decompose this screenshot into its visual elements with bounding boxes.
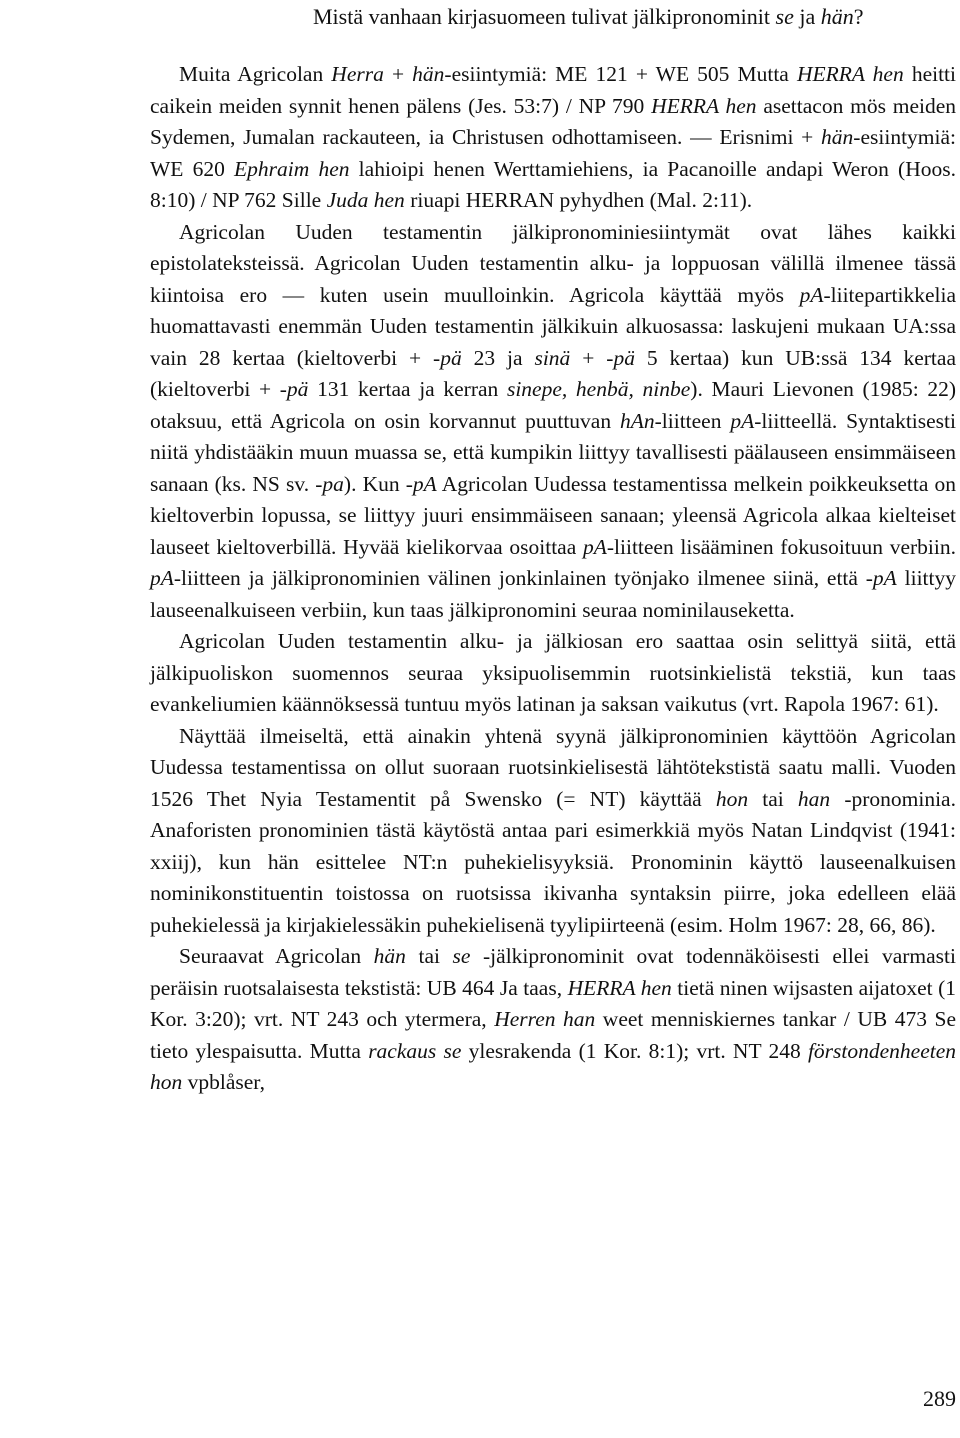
text-run: -pronominia. Anaforisten pronominien tästä käytöstä antaa pari esimerkkiä myös Natan Lindqvist (1941: xxiij), kun hän esittelee NT:n puhekielisyyksiä. Pronominin käyttö lauseenalkuisen nominikonstituentin toistossa on ruotsissa ikivanha syntaksin piirre, joka edelleen elää puhekielessä ja kirjakielessäkin puhekielisenä tyylipiirteenä (esim. Holm 1967: 28, 66, 86). bbox=[150, 786, 956, 937]
page-number: 289 bbox=[923, 1386, 956, 1411]
header-italic-2: hän bbox=[820, 4, 854, 29]
text-run: -liitteen lisääminen fokusoituun verbiin. bbox=[606, 534, 957, 559]
text-run: liittyy lauseenalkuiseen verbiin, kun taas jälkipronomini seuraa nominilauseketta. bbox=[150, 566, 956, 622]
text-run: Agricolan Uuden testamentin jälkipronominiesiintymät ovat lähes kaikki epistolateksteissä. Agricolan Uuden testamentin alku- ja loppuosan välillä ilmenee tässä kiintoisa ero — kuten usein muulloinkin. Agricola käyttää myös bbox=[150, 219, 956, 307]
paragraph bbox=[150, 59, 956, 217]
italic-run: -pA bbox=[865, 566, 897, 590]
text-run: Agricolan Uudessa testamentissa melkein poikkeuksetta on kieltoverbin lopussa, se liittyy juuri ensimmäiseen sanaan; yleensä Agricola alkaa kielteiset lauseet kieltoverbillä. Hyvää kielikorvaa osoittaa bbox=[150, 471, 957, 559]
italic-run: Herra bbox=[331, 62, 384, 86]
text-run: vpblåser, bbox=[182, 1070, 265, 1094]
text-run: ). Mauri Lievonen (1985: 22) otaksuu, että Agricola on osin korvannut puuttuvan bbox=[150, 377, 957, 433]
italic-run: hon bbox=[715, 786, 749, 811]
text-run: -liitteen ja jälkipronominien välinen jonkinlainen työnjako ilmenee siinä, että bbox=[173, 566, 866, 590]
text-run: + bbox=[383, 62, 413, 86]
text-run: Muita Agricolan bbox=[179, 62, 332, 86]
italic-run: se bbox=[452, 944, 471, 968]
text-run: 23 ja bbox=[461, 345, 535, 370]
italic-run: HERRA hen bbox=[651, 93, 757, 118]
paragraph bbox=[150, 217, 956, 627]
text-run: heitti caikein meiden synnit henen pälens (Jes. 53:7) / NP 790 bbox=[150, 62, 956, 118]
italic-run: pA bbox=[799, 282, 824, 307]
text-run: Seuraavat Agricolan bbox=[179, 944, 374, 968]
paragraph bbox=[150, 941, 956, 1099]
header-text-3: ? bbox=[853, 4, 864, 29]
italic-run: Ephraim hen bbox=[234, 156, 350, 181]
paragraph bbox=[150, 721, 956, 942]
text-run: -liitepartikkelia huomattavasti enemmän Uuden testamentin jälkikuin alkuosassa: laskujeni mukaan UA:ssa vain 28 kertaa (kieltoverbi + bbox=[150, 282, 956, 370]
italic-run: Herren han bbox=[494, 1007, 596, 1031]
header-text-2: ja bbox=[793, 4, 821, 29]
italic-run: pA bbox=[150, 566, 174, 590]
italic-run: -pä bbox=[433, 345, 462, 370]
italic-run: sinä bbox=[534, 345, 571, 370]
text-run: tietä ninen wijsasten aijatoxet (1 Kor. 3:20); vrt. NT 243 och ytermera, bbox=[150, 975, 956, 1031]
body-text bbox=[150, 59, 956, 1099]
running-header bbox=[313, 4, 864, 30]
italic-run: hän bbox=[373, 944, 406, 968]
italic-run: hAn bbox=[619, 408, 655, 433]
text-run: weet menniskiernes tankar / UB 473 Se tieto ylespaisutta. Mutta bbox=[150, 1007, 956, 1063]
text-run: Näyttää ilmeiseltä, että ainakin yhtenä syynä jälkipronominien käyttöön Agricolan Uudessa testamentissa on ollut suoraan ruotsinkielisestä lähtötekstistä saatu malli. Vuoden 1526 Thet Nyia Testamentit på Swensko (= NT) käyttää bbox=[150, 723, 956, 811]
text-run: riuapi HERRAN pyhydhen (Mal. 2:11). bbox=[404, 188, 753, 212]
italic-run: HERRA hen bbox=[567, 975, 672, 1000]
text-run: 131 kertaa ja kerran bbox=[308, 377, 507, 401]
italic-run: Juda hen bbox=[326, 188, 405, 212]
italic-run: HERRA hen bbox=[796, 62, 904, 86]
text-run: -liitteellä. Syntaktisesti niitä yhdistääkin muun muassa se, että kumpikin liittyy tavallisesti päälauseen ensimmäiseen sanaan (ks. NS sv. bbox=[150, 408, 956, 496]
text-run: -esiintymiä: WE 620 bbox=[150, 125, 956, 181]
italic-run: sinepe, henbä, ninbe bbox=[506, 377, 691, 401]
text-run: + bbox=[570, 345, 607, 370]
italic-run: hän bbox=[412, 62, 445, 86]
text-run: asettacon mös meiden Sydemen, Jumalan rackauteen, ia Christusen odhottamiseen. — Erisnimi + bbox=[150, 93, 957, 149]
italic-run: -pa bbox=[315, 471, 344, 496]
header-italic-1: se bbox=[775, 4, 794, 29]
italic-run: pA bbox=[730, 408, 755, 433]
text-run: tai bbox=[405, 944, 453, 968]
italic-run: -pä bbox=[279, 377, 309, 401]
italic-run: han bbox=[797, 786, 831, 811]
text-run: -jälkipronominit ovat todennäköisesti ellei varmasti peräisin ruotsalaisesta tekstistä: UB 464 Ja taas, bbox=[150, 944, 956, 1000]
text-run: tai bbox=[748, 786, 798, 811]
italic-run: rackaus se bbox=[368, 1038, 462, 1063]
italic-run: förstondenheeten hon bbox=[150, 1038, 957, 1094]
header-text-1: Mistä vanhaan kirjasuomeen tulivat jälkipronominit bbox=[313, 4, 776, 29]
italic-run: hän bbox=[821, 125, 854, 149]
text-run: -esiintymiä: ME 121 + WE 505 Mutta bbox=[444, 62, 797, 86]
text-run: ylesrakenda (1 Kor. 8:1); vrt. NT 248 bbox=[461, 1038, 808, 1063]
text-run: lahioipi henen Werttamiehiens, ia Pacanoille andapi Weron (Hoos. 8:10) / NP 762 Sille bbox=[150, 156, 956, 212]
paragraph bbox=[150, 626, 956, 721]
text-run: ). Kun bbox=[343, 471, 406, 496]
text-run: -liitteen bbox=[654, 408, 731, 433]
italic-run: pA bbox=[582, 534, 607, 559]
text-run: 5 kertaa) kun UB:ssä 134 kertaa (kieltoverbi + bbox=[150, 345, 956, 401]
text-run: Agricolan Uuden testamentin alku- ja jälkiosan ero saattaa osin selittyä siitä, että jälkipuoliskon suomennos seuraa yksipuolisemmin ruotsinkielistä tekstiä, kun taas evankeliumien käännöksessä tuntuu myös latinan ja saksan vaikutus (vrt. Rapola 1967: 61). bbox=[150, 629, 956, 716]
italic-run: -pä bbox=[606, 345, 635, 370]
italic-run: -pA bbox=[405, 471, 437, 496]
